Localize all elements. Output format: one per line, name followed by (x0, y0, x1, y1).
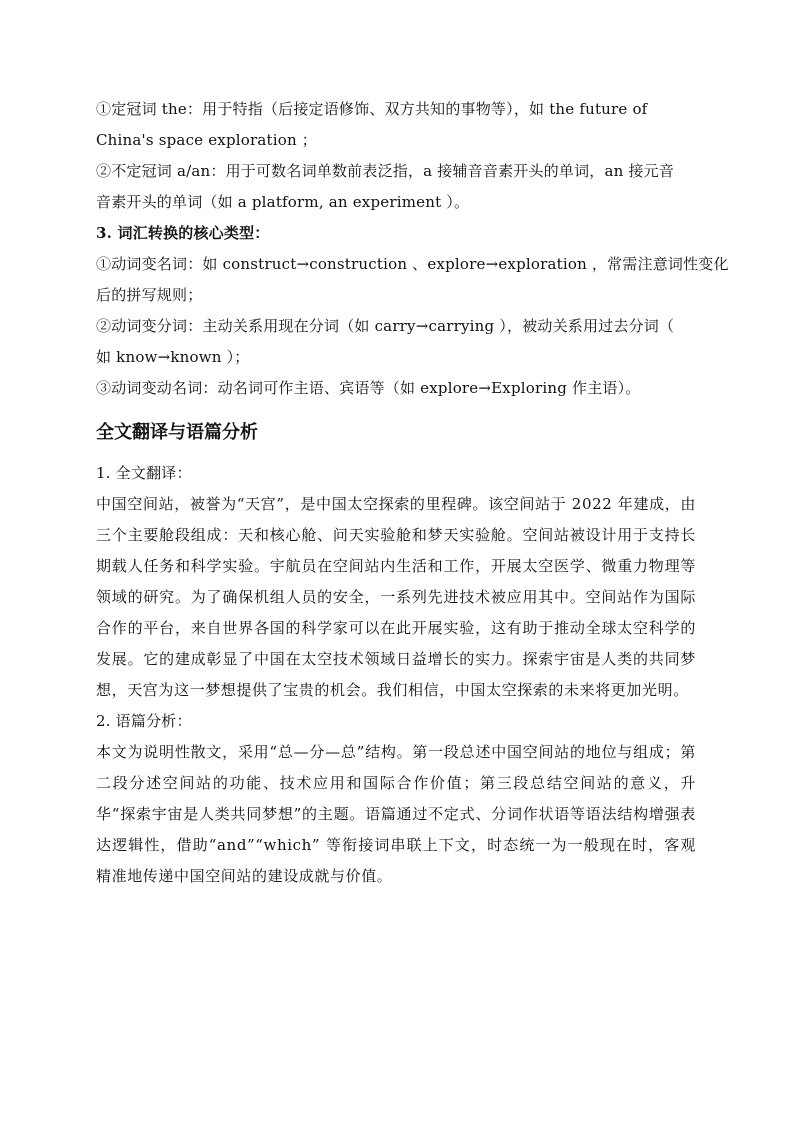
section-heading: 全文翻译与语篇分析 (96, 422, 258, 443)
analysis-paragraph: 本文为说明性散文，采用“总—分—总”结构。第一段总述中国空间站的地位与组成；第二段分述空间站的功能、技术应用和国际合作价值；第三段总结空间站的意义，升华“探索宇宙是人类共同梦想”的主题。语篇通过不定式、分词作状语等语法结构增强表达逻辑性，借助“and”“which” 等衔接词串联上下文，时态统一为一般现在时，客观精准地传递中国空间站的建设成就与价值。 (96, 743, 696, 885)
vocabulary-rules-block (96, 249, 729, 404)
subheading-vocabulary-conversion: 3. 词汇转换的核心类型： (96, 224, 270, 242)
translation-paragraph: 中国空间站，被誉为“天宫”，是中国太空探索的里程碑。该空间站于 2022 年建成，由三个主要舱段组成：天和核心舱、问天实验舱和梦天实验舱。空间站被设计用于支持长期载人任务和科学实验。宇航员在空间站内生活和工作，开展太空医学、微重力物理等领域的研究。为了确保机组人员的安全，一系列先进技术被应用其中。空间站作为国际合作的平台，来自世界各国的科学家可以在此开展实验，这有助于推动全球太空科学的发展。它的建成彰显了中国在太空技术领域日益增长的实力。探索宇宙是人类的共同梦想，天宫为这一梦想提供了宝贵的机会。我们相信，中国太空探索的未来将更加光明。 (96, 495, 696, 699)
rule-line: 后的拼写规则； (96, 286, 203, 304)
rule-line: ②不定冠词 a/an：用于可数名词单数前表泛指，a 接辅音音素开头的单词，an 接元音 (96, 162, 675, 180)
article-rules-block (96, 94, 696, 218)
rule-line: ③动词变动名词：动名词可作主语、宾语等（如 explore→Exploring 作主语）。 (96, 379, 641, 397)
translation-label: 1. 全文翻译： (96, 464, 192, 482)
rule-line: ①动词变名词：如 construct→construction 、explore→exploration ，常需注意词性变化 (96, 255, 729, 273)
rule-line: ②动词变分词：主动关系用现在分词（如 carry→carrying ），被动关系用过去分词（ (96, 317, 675, 335)
rule-line: 如 know→known ）； (96, 348, 250, 366)
rule-line: China's space exploration ； (96, 131, 317, 149)
document-page (96, 94, 729, 892)
analysis-label: 2. 语篇分析： (96, 712, 192, 730)
rule-line: ①定冠词 the：用于特指（后接定语修饰、双方共知的事物等），如 the future of (96, 100, 648, 118)
rule-line: 音素开头的单词（如 a platform, an experiment ）。 (96, 193, 470, 211)
